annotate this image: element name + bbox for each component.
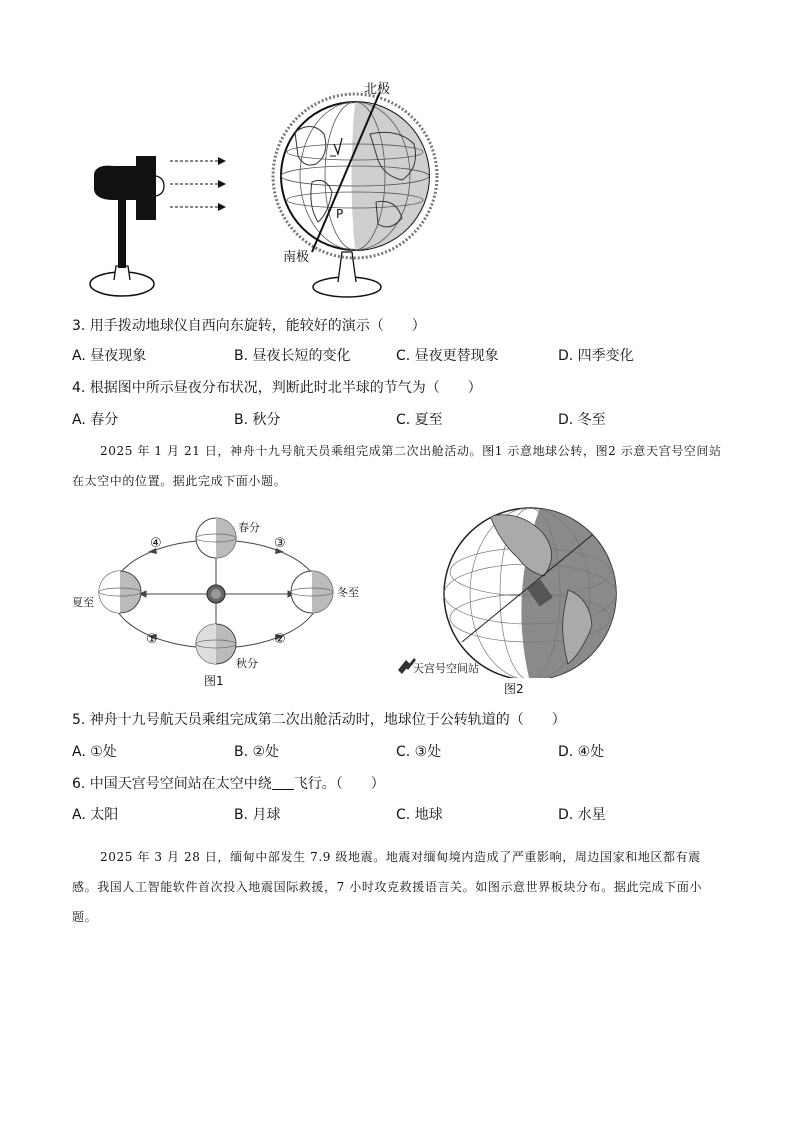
question-4-option-a[interactable]: A. 春分 xyxy=(72,412,119,428)
space-station-label: 天宫号空间站 xyxy=(413,662,479,675)
label-autumn-equinox: 秋分 xyxy=(236,657,258,670)
question-3-option-d[interactable]: D. 四季变化 xyxy=(558,348,634,364)
question-6-option-d[interactable]: D. 水星 xyxy=(558,807,606,823)
light-rays xyxy=(170,161,218,207)
question-5-stem: 5. 神舟十九号航天员乘组完成第二次出舱活动时，地球位于公转轨道的（ ） xyxy=(72,712,566,728)
question-6-option-b[interactable]: B. 月球 xyxy=(234,807,281,823)
figure-1-caption: 图1 xyxy=(204,674,224,688)
question-6-stem xyxy=(72,774,385,794)
sun-icon xyxy=(207,585,225,603)
question-3-option-b[interactable]: B. 昼夜长短的变化 xyxy=(234,348,351,364)
orbit-position-2: ② xyxy=(274,632,286,647)
north-pole-label: 北极 xyxy=(364,82,391,97)
point-p-label: P xyxy=(336,207,344,221)
orbit-position-1: ① xyxy=(146,632,158,647)
question-6-blank xyxy=(272,775,294,790)
earth-summer-solstice xyxy=(99,571,141,613)
south-pole-label: 南极 xyxy=(283,250,310,265)
earth-spring-equinox xyxy=(196,518,236,558)
question-3-option-c[interactable]: C. 昼夜更替现象 xyxy=(396,348,499,364)
earth-winter-solstice xyxy=(291,571,333,613)
orbit-position-4: ④ xyxy=(150,536,162,551)
space-station-globe xyxy=(392,502,622,678)
label-spring-equinox: 春分 xyxy=(238,521,260,534)
lamp-globe-figure xyxy=(80,72,450,304)
question-3-option-a[interactable]: A. 昼夜现象 xyxy=(72,348,147,364)
question-4-option-c[interactable]: C. 夏至 xyxy=(396,412,443,428)
question-5-option-a[interactable]: A. ①处 xyxy=(72,744,117,760)
globe-icon xyxy=(273,92,437,297)
question-6-stem-before: 6. 中国天宫号空间站在太空中绕 xyxy=(72,776,272,792)
question-3-stem: 3. 用手拨动地球仪自西向东旋转，能较好的演示（ ） xyxy=(72,318,426,334)
question-5-option-b[interactable]: B. ②处 xyxy=(234,744,280,760)
label-summer-solstice: 夏至 xyxy=(72,596,94,609)
orbit-position-3: ③ xyxy=(274,536,286,551)
earth-autumn-equinox xyxy=(196,624,236,664)
question-6-option-a[interactable]: A. 太阳 xyxy=(72,807,119,823)
question-6-stem-after: 飞行。（ ） xyxy=(293,776,385,792)
question-4-stem: 4. 根据图中所示昼夜分布状况，判断此时北半球的节气为（ ） xyxy=(72,380,482,396)
label-winter-solstice: 冬至 xyxy=(337,586,359,599)
passage-1: 2025 年 1 月 21 日，神舟十九号航天员乘组完成第二次出舱活动。图1 示意地球公转，图2 示意天宫号空间站在太空中的位置。据此完成下面小题。 xyxy=(72,444,722,488)
passage-2: 2025 年 3 月 28 日，缅甸中部发生 7.9 级地震。地震对缅甸境内造成了严重影响，周边国家和地区都有震感。我国人工智能软件首次投入地震国际救援，7 小时攻克救援语言关。如图示意世界板块分布。据此完成下面小题。 xyxy=(72,850,703,924)
question-5-option-c[interactable]: C. ③处 xyxy=(396,744,442,760)
lamp-icon xyxy=(90,156,164,296)
figure-2-caption: 图2 xyxy=(504,682,524,696)
question-5-option-d[interactable]: D. ④处 xyxy=(558,744,605,760)
earth-orbit-diagram xyxy=(90,512,370,672)
question-4-option-b[interactable]: B. 秋分 xyxy=(234,412,281,428)
question-6-option-c[interactable]: C. 地球 xyxy=(396,807,443,823)
question-4-option-d[interactable]: D. 冬至 xyxy=(558,412,606,428)
